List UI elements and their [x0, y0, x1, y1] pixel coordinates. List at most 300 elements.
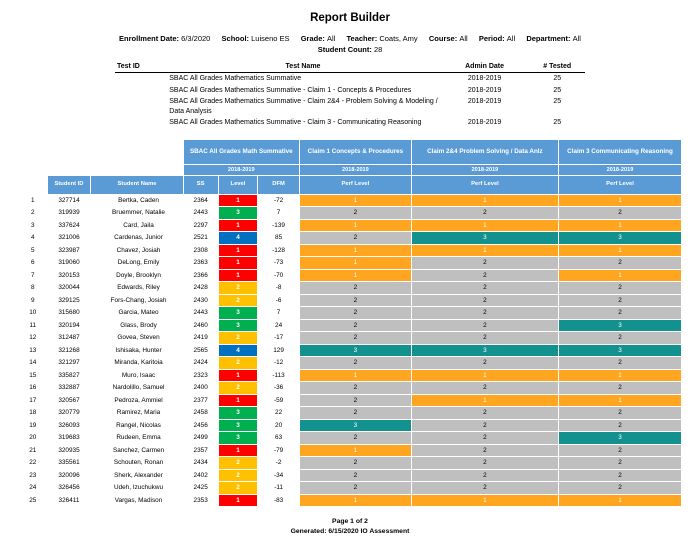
test-list-row	[115, 73, 585, 85]
achievement-level: 1	[218, 269, 258, 282]
grid-year-blank	[19, 164, 48, 175]
student-id: 326093	[47, 419, 91, 432]
meta-course-value: All	[459, 34, 468, 43]
grid-group-blank	[19, 139, 48, 164]
student-count-value: 28	[373, 45, 383, 54]
student-id: 321268	[47, 344, 91, 357]
scale-score: 2521	[183, 232, 218, 245]
scale-score: 2363	[183, 257, 218, 270]
student-name: Garcia, Mateo	[91, 307, 183, 320]
perf-level-claim3: 2	[558, 419, 681, 432]
meta-school-value: Luiseno ES	[251, 34, 290, 43]
achievement-level: 1	[218, 219, 258, 232]
grid-header-dfm[interactable]: DFM	[258, 175, 300, 194]
perf-level-claim24: 1	[411, 194, 558, 207]
perf-level-claim3: 1	[558, 219, 681, 232]
perf-level-claim24: 2	[411, 432, 558, 445]
meta-period-label: Period:	[478, 34, 505, 43]
perf-level-claim1: 1	[299, 244, 411, 257]
grid-header-level[interactable]: Level	[218, 175, 258, 194]
scale-score: 2443	[183, 307, 218, 320]
perf-level-claim3: 3	[558, 432, 681, 445]
perf-level-claim24: 2	[411, 407, 558, 420]
distance-from-met: -34	[258, 469, 300, 482]
distance-from-met: 129	[258, 344, 300, 357]
student-name: Cardenas, Junior	[91, 232, 183, 245]
grid-year-row	[19, 164, 682, 175]
scale-score: 2353	[183, 494, 218, 507]
perf-level-claim3: 1	[558, 369, 681, 382]
row-number: 12	[19, 332, 48, 345]
student-name: Chavez, Josiah	[91, 244, 183, 257]
achievement-level: 3	[218, 432, 258, 445]
meta-department-value: All	[572, 34, 581, 43]
distance-from-met: 7	[258, 207, 300, 220]
row-number: 6	[19, 257, 48, 270]
perf-level-claim1: 2	[299, 282, 411, 295]
perf-level-claim24: 2	[411, 269, 558, 282]
student-name: Rangel, Nicolas	[91, 419, 183, 432]
scale-score: 2400	[183, 382, 218, 395]
table-row[interactable]	[19, 282, 682, 295]
row-number: 20	[19, 432, 48, 445]
distance-from-met: 22	[258, 407, 300, 420]
perf-level-claim24: 2	[411, 444, 558, 457]
perf-level-claim1: 3	[299, 419, 411, 432]
grid-header-student-id[interactable]: Student ID	[47, 175, 91, 194]
table-row[interactable]	[19, 394, 682, 407]
distance-from-met: -2	[258, 457, 300, 470]
grid-year-sbac-math-summative: 2018-2019	[183, 164, 299, 175]
perf-level-claim24: 1	[411, 219, 558, 232]
perf-level-claim1: 2	[299, 469, 411, 482]
scale-score: 2460	[183, 319, 218, 332]
meta-teacher-label: Teacher:	[346, 34, 378, 43]
student-id: 320194	[47, 319, 91, 332]
student-name: Sherk, Alexander	[91, 469, 183, 482]
distance-from-met: -72	[258, 194, 300, 207]
row-number: 5	[19, 244, 48, 257]
achievement-level: 2	[218, 357, 258, 370]
row-number: 22	[19, 457, 48, 470]
table-row[interactable]	[19, 332, 682, 345]
scale-score: 2377	[183, 394, 218, 407]
table-row[interactable]	[19, 219, 682, 232]
student-name: Udeh, Izuchukwu	[91, 482, 183, 495]
achievement-level: 3	[218, 207, 258, 220]
report-meta-line	[18, 33, 682, 44]
table-row[interactable]	[19, 194, 682, 207]
meta-enrollment-date-value: 6/3/2020	[181, 34, 211, 43]
test-list-name: SBAC All Grades Mathematics Summative - Claim 1 - Concepts & Procedures	[166, 85, 439, 97]
meta-department-label: Department:	[526, 34, 571, 43]
distance-from-met: -128	[258, 244, 300, 257]
row-number: 13	[19, 344, 48, 357]
achievement-level: 1	[218, 194, 258, 207]
meta-teacher-value: Coats, Amy	[379, 34, 418, 43]
meta-grade-label: Grade:	[300, 34, 325, 43]
student-name: Doyle, Brooklyn	[91, 269, 183, 282]
distance-from-met: -113	[258, 369, 300, 382]
distance-from-met: -139	[258, 219, 300, 232]
student-name: DeLong, Emily	[91, 257, 183, 270]
table-row[interactable]	[19, 319, 682, 332]
student-name: Vargas, Madison	[91, 494, 183, 507]
table-row[interactable]	[19, 307, 682, 320]
table-row[interactable]	[19, 244, 682, 257]
grid-column-header-row	[19, 175, 682, 194]
distance-from-met: -17	[258, 332, 300, 345]
perf-level-claim3: 1	[558, 394, 681, 407]
student-name: Bertka, Caden	[91, 194, 183, 207]
perf-level-claim1: 1	[299, 257, 411, 270]
row-number: 14	[19, 357, 48, 370]
scale-score: 2424	[183, 357, 218, 370]
perf-level-claim1: 1	[299, 269, 411, 282]
scale-score: 2357	[183, 444, 218, 457]
table-row[interactable]	[19, 257, 682, 270]
scale-score: 2425	[183, 482, 218, 495]
perf-level-claim3: 3	[558, 232, 681, 245]
table-row[interactable]	[19, 432, 682, 445]
student-count-label: Student Count:	[317, 45, 372, 54]
row-number: 23	[19, 469, 48, 482]
test-list-header-test-id: Test ID	[115, 62, 166, 73]
table-row[interactable]	[19, 269, 682, 282]
test-list-num-tested: 25	[553, 75, 562, 82]
perf-level-claim3: 2	[558, 457, 681, 470]
student-id: 335827	[47, 369, 91, 382]
scale-score: 2499	[183, 432, 218, 445]
test-list-name: SBAC All Grades Mathematics Summative	[166, 73, 439, 85]
test-list-row	[115, 117, 585, 129]
student-id: 320153	[47, 269, 91, 282]
perf-level-claim1: 2	[299, 482, 411, 495]
student-id: 321006	[47, 232, 91, 245]
row-number: 18	[19, 407, 48, 420]
perf-level-claim24: 2	[411, 282, 558, 295]
perf-level-claim3: 2	[558, 332, 681, 345]
test-list-row	[115, 85, 585, 97]
student-name: Ishisaka, Hunter	[91, 344, 183, 357]
test-list-id	[115, 117, 166, 129]
perf-level-claim1: 2	[299, 357, 411, 370]
grid-header-ss[interactable]: SS	[183, 175, 218, 194]
distance-from-met: 20	[258, 419, 300, 432]
perf-level-claim1: 1	[299, 194, 411, 207]
test-list-row	[115, 96, 585, 117]
distance-from-met: -70	[258, 269, 300, 282]
student-name: Nardolillo, Samuel	[91, 382, 183, 395]
perf-level-claim3: 2	[558, 382, 681, 395]
row-number: 10	[19, 307, 48, 320]
scale-score: 2428	[183, 282, 218, 295]
student-id: 323987	[47, 244, 91, 257]
test-list-id	[115, 96, 166, 117]
perf-level-claim3: 2	[558, 207, 681, 220]
perf-level-claim3: 1	[558, 494, 681, 507]
table-row[interactable]	[19, 482, 682, 495]
achievement-level: 3	[218, 319, 258, 332]
achievement-level: 2	[218, 294, 258, 307]
perf-level-claim1: 2	[299, 232, 411, 245]
achievement-level: 3	[218, 419, 258, 432]
achievement-level: 1	[218, 394, 258, 407]
perf-level-claim3: 2	[558, 307, 681, 320]
test-list-num-tested: 25	[553, 86, 562, 94]
student-id: 320935	[47, 444, 91, 457]
scale-score: 2419	[183, 332, 218, 345]
student-id: 337624	[47, 219, 91, 232]
student-name: Bruemmer, Natalie	[91, 207, 183, 220]
distance-from-met: -12	[258, 357, 300, 370]
perf-level-claim3: 2	[558, 407, 681, 420]
test-list-table	[115, 62, 585, 129]
table-row[interactable]	[19, 369, 682, 382]
perf-level-claim24: 2	[411, 294, 558, 307]
row-number: 1	[19, 194, 48, 207]
distance-from-met: 85	[258, 232, 300, 245]
row-number: 24	[19, 482, 48, 495]
student-id: 320779	[47, 407, 91, 420]
perf-level-claim24: 1	[411, 244, 558, 257]
perf-level-claim3: 1	[558, 269, 681, 282]
scale-score: 2456	[183, 419, 218, 432]
table-row[interactable]	[19, 419, 682, 432]
table-row[interactable]	[19, 469, 682, 482]
test-list-num-tested: 25	[553, 98, 562, 105]
distance-from-met: -11	[258, 482, 300, 495]
grid-year-blank	[91, 164, 183, 175]
footer-generated: Generated: 6/15/2020 IO Assessment	[290, 528, 410, 535]
grid-header-perf-level-claim1[interactable]: Perf Level	[299, 175, 411, 194]
student-id: 326456	[47, 482, 91, 495]
perf-level-claim3: 1	[558, 244, 681, 257]
meta-school-label: School:	[221, 34, 250, 43]
row-number: 9	[19, 294, 48, 307]
student-id: 332887	[47, 382, 91, 395]
row-number: 17	[19, 394, 48, 407]
student-name: Ramirez, Maria	[91, 407, 183, 420]
meta-enrollment-date-label: Enrollment Date:	[119, 34, 180, 43]
student-name: Sanchez, Carmen	[91, 444, 183, 457]
test-list-header-test-name: Test Name	[166, 62, 439, 73]
row-number: 19	[19, 419, 48, 432]
perf-level-claim3: 2	[558, 257, 681, 270]
student-name: Miranda, Karitoia	[91, 357, 183, 370]
footer-page-number: Page 1 of 2	[332, 518, 368, 525]
test-list-id	[115, 85, 166, 97]
perf-level-claim3: 2	[558, 282, 681, 295]
distance-from-met: -83	[258, 494, 300, 507]
test-list-header-row	[115, 62, 585, 73]
perf-level-claim24: 3	[411, 232, 558, 245]
scale-score: 2323	[183, 369, 218, 382]
perf-level-claim1: 2	[299, 319, 411, 332]
perf-level-claim1: 1	[299, 494, 411, 507]
perf-level-claim24: 2	[411, 419, 558, 432]
perf-level-claim24: 2	[411, 257, 558, 270]
perf-level-claim24: 2	[411, 482, 558, 495]
perf-level-claim1: 2	[299, 382, 411, 395]
grid-year-blank	[47, 164, 91, 175]
test-list-name: SBAC All Grades Mathematics Summative - Claim 3 - Communicating Reasoning	[166, 117, 439, 129]
perf-level-claim1: 2	[299, 294, 411, 307]
perf-level-claim24: 2	[411, 307, 558, 320]
table-row[interactable]	[19, 294, 682, 307]
distance-from-met: -59	[258, 394, 300, 407]
perf-level-claim3: 1	[558, 194, 681, 207]
row-number: 2	[19, 207, 48, 220]
perf-level-claim1: 2	[299, 407, 411, 420]
student-id: 321297	[47, 357, 91, 370]
perf-level-claim24: 2	[411, 457, 558, 470]
grid-group-claim1: Claim 1 Concepts & Procedures	[299, 139, 411, 164]
perf-level-claim1: 1	[299, 219, 411, 232]
test-list-id	[115, 73, 166, 85]
table-row[interactable]	[19, 382, 682, 395]
distance-from-met: -79	[258, 444, 300, 457]
student-id: 320567	[47, 394, 91, 407]
grid-group-blank	[47, 139, 91, 164]
meta-grade-value: All	[326, 34, 336, 43]
table-row[interactable]	[19, 457, 682, 470]
distance-from-met: -6	[258, 294, 300, 307]
perf-level-claim24: 2	[411, 319, 558, 332]
table-row[interactable]	[19, 207, 682, 220]
grid-group-blank	[91, 139, 183, 164]
achievement-level: 4	[218, 232, 258, 245]
meta-course-label: Course:	[428, 34, 458, 43]
perf-level-claim1: 2	[299, 457, 411, 470]
test-list-header-num-tested: # Tested	[529, 62, 585, 73]
student-results-grid	[18, 139, 682, 508]
achievement-level: 2	[218, 282, 258, 295]
grid-header-row-number	[19, 175, 48, 194]
student-name: Schouten, Ronan	[91, 457, 183, 470]
student-name: Glass, Brody	[91, 319, 183, 332]
perf-level-claim24: 1	[411, 494, 558, 507]
achievement-level: 1	[218, 369, 258, 382]
student-name: Edwards, Riley	[91, 282, 183, 295]
scale-score: 2297	[183, 219, 218, 232]
row-number: 3	[19, 219, 48, 232]
student-id: 320096	[47, 469, 91, 482]
table-row[interactable]	[19, 494, 682, 507]
grid-header-perf-level-claim3[interactable]: Perf Level	[558, 175, 681, 194]
student-id: 327714	[47, 194, 91, 207]
perf-level-claim1: 3	[299, 344, 411, 357]
student-count-line	[18, 44, 682, 55]
grid-year-claim3: 2018-2019	[558, 164, 681, 175]
perf-level-claim1: 2	[299, 332, 411, 345]
perf-level-claim24: 2	[411, 382, 558, 395]
achievement-level: 3	[218, 307, 258, 320]
student-id: 319683	[47, 432, 91, 445]
table-row[interactable]	[19, 232, 682, 245]
achievement-level: 1	[218, 257, 258, 270]
grid-body	[19, 194, 682, 507]
achievement-level: 2	[218, 482, 258, 495]
perf-level-claim3: 2	[558, 482, 681, 495]
perf-level-claim24: 3	[411, 344, 558, 357]
row-number: 21	[19, 444, 48, 457]
scale-score: 2430	[183, 294, 218, 307]
test-list-admin-date: 2018-2019	[467, 98, 502, 105]
test-list-admin-date: 2018-2019	[467, 75, 502, 82]
achievement-level: 3	[218, 407, 258, 420]
perf-level-claim1: 2	[299, 394, 411, 407]
achievement-level: 2	[218, 332, 258, 345]
grid-group-claim3: Claim 3 Communicating Reasoning	[558, 139, 681, 164]
distance-from-met: 63	[258, 432, 300, 445]
scale-score: 2565	[183, 344, 218, 357]
row-number: 8	[19, 282, 48, 295]
scale-score: 2402	[183, 469, 218, 482]
student-id: 335561	[47, 457, 91, 470]
distance-from-met: -36	[258, 382, 300, 395]
table-row[interactable]	[19, 444, 682, 457]
scale-score: 2364	[183, 194, 218, 207]
row-number: 25	[19, 494, 48, 507]
perf-level-claim1: 2	[299, 207, 411, 220]
distance-from-met: -73	[258, 257, 300, 270]
student-name: Fors-Chang, Josiah	[91, 294, 183, 307]
scale-score: 2458	[183, 407, 218, 420]
grid-group-sbac-math-summative: SBAC All Grades Math Summative	[183, 139, 299, 164]
perf-level-claim3: 2	[558, 294, 681, 307]
perf-level-claim3: 2	[558, 469, 681, 482]
perf-level-claim24: 2	[411, 332, 558, 345]
table-row[interactable]	[19, 344, 682, 357]
test-list-header-admin-date: Admin Date	[440, 62, 530, 73]
distance-from-met: 24	[258, 319, 300, 332]
student-id: 312487	[47, 332, 91, 345]
page-footer	[0, 517, 700, 537]
achievement-level: 2	[218, 469, 258, 482]
row-number: 11	[19, 319, 48, 332]
grid-header-perf-level-claim24[interactable]: Perf Level	[411, 175, 558, 194]
table-row[interactable]	[19, 407, 682, 420]
perf-level-claim24: 2	[411, 357, 558, 370]
perf-level-claim3: 2	[558, 357, 681, 370]
student-id: 326411	[47, 494, 91, 507]
achievement-level: 1	[218, 494, 258, 507]
scale-score: 2366	[183, 269, 218, 282]
grid-header-student-name[interactable]: Student Name	[91, 175, 183, 194]
grid-year-claim1: 2018-2019	[299, 164, 411, 175]
perf-level-claim24: 1	[411, 394, 558, 407]
test-list-num-tested: 25	[553, 119, 562, 126]
table-row[interactable]	[19, 357, 682, 370]
perf-level-claim1: 2	[299, 432, 411, 445]
achievement-level: 2	[218, 382, 258, 395]
grid-year-claim24: 2018-2019	[411, 164, 558, 175]
student-id: 315680	[47, 307, 91, 320]
row-number: 7	[19, 269, 48, 282]
perf-level-claim1: 2	[299, 307, 411, 320]
achievement-level: 1	[218, 244, 258, 257]
student-id: 319060	[47, 257, 91, 270]
row-number: 16	[19, 382, 48, 395]
perf-level-claim24: 2	[411, 469, 558, 482]
student-name: Pedroza, Ammiel	[91, 394, 183, 407]
achievement-level: 2	[218, 457, 258, 470]
student-name: Card, Jaila	[91, 219, 183, 232]
student-id: 320044	[47, 282, 91, 295]
distance-from-met: -8	[258, 282, 300, 295]
perf-level-claim1: 1	[299, 369, 411, 382]
